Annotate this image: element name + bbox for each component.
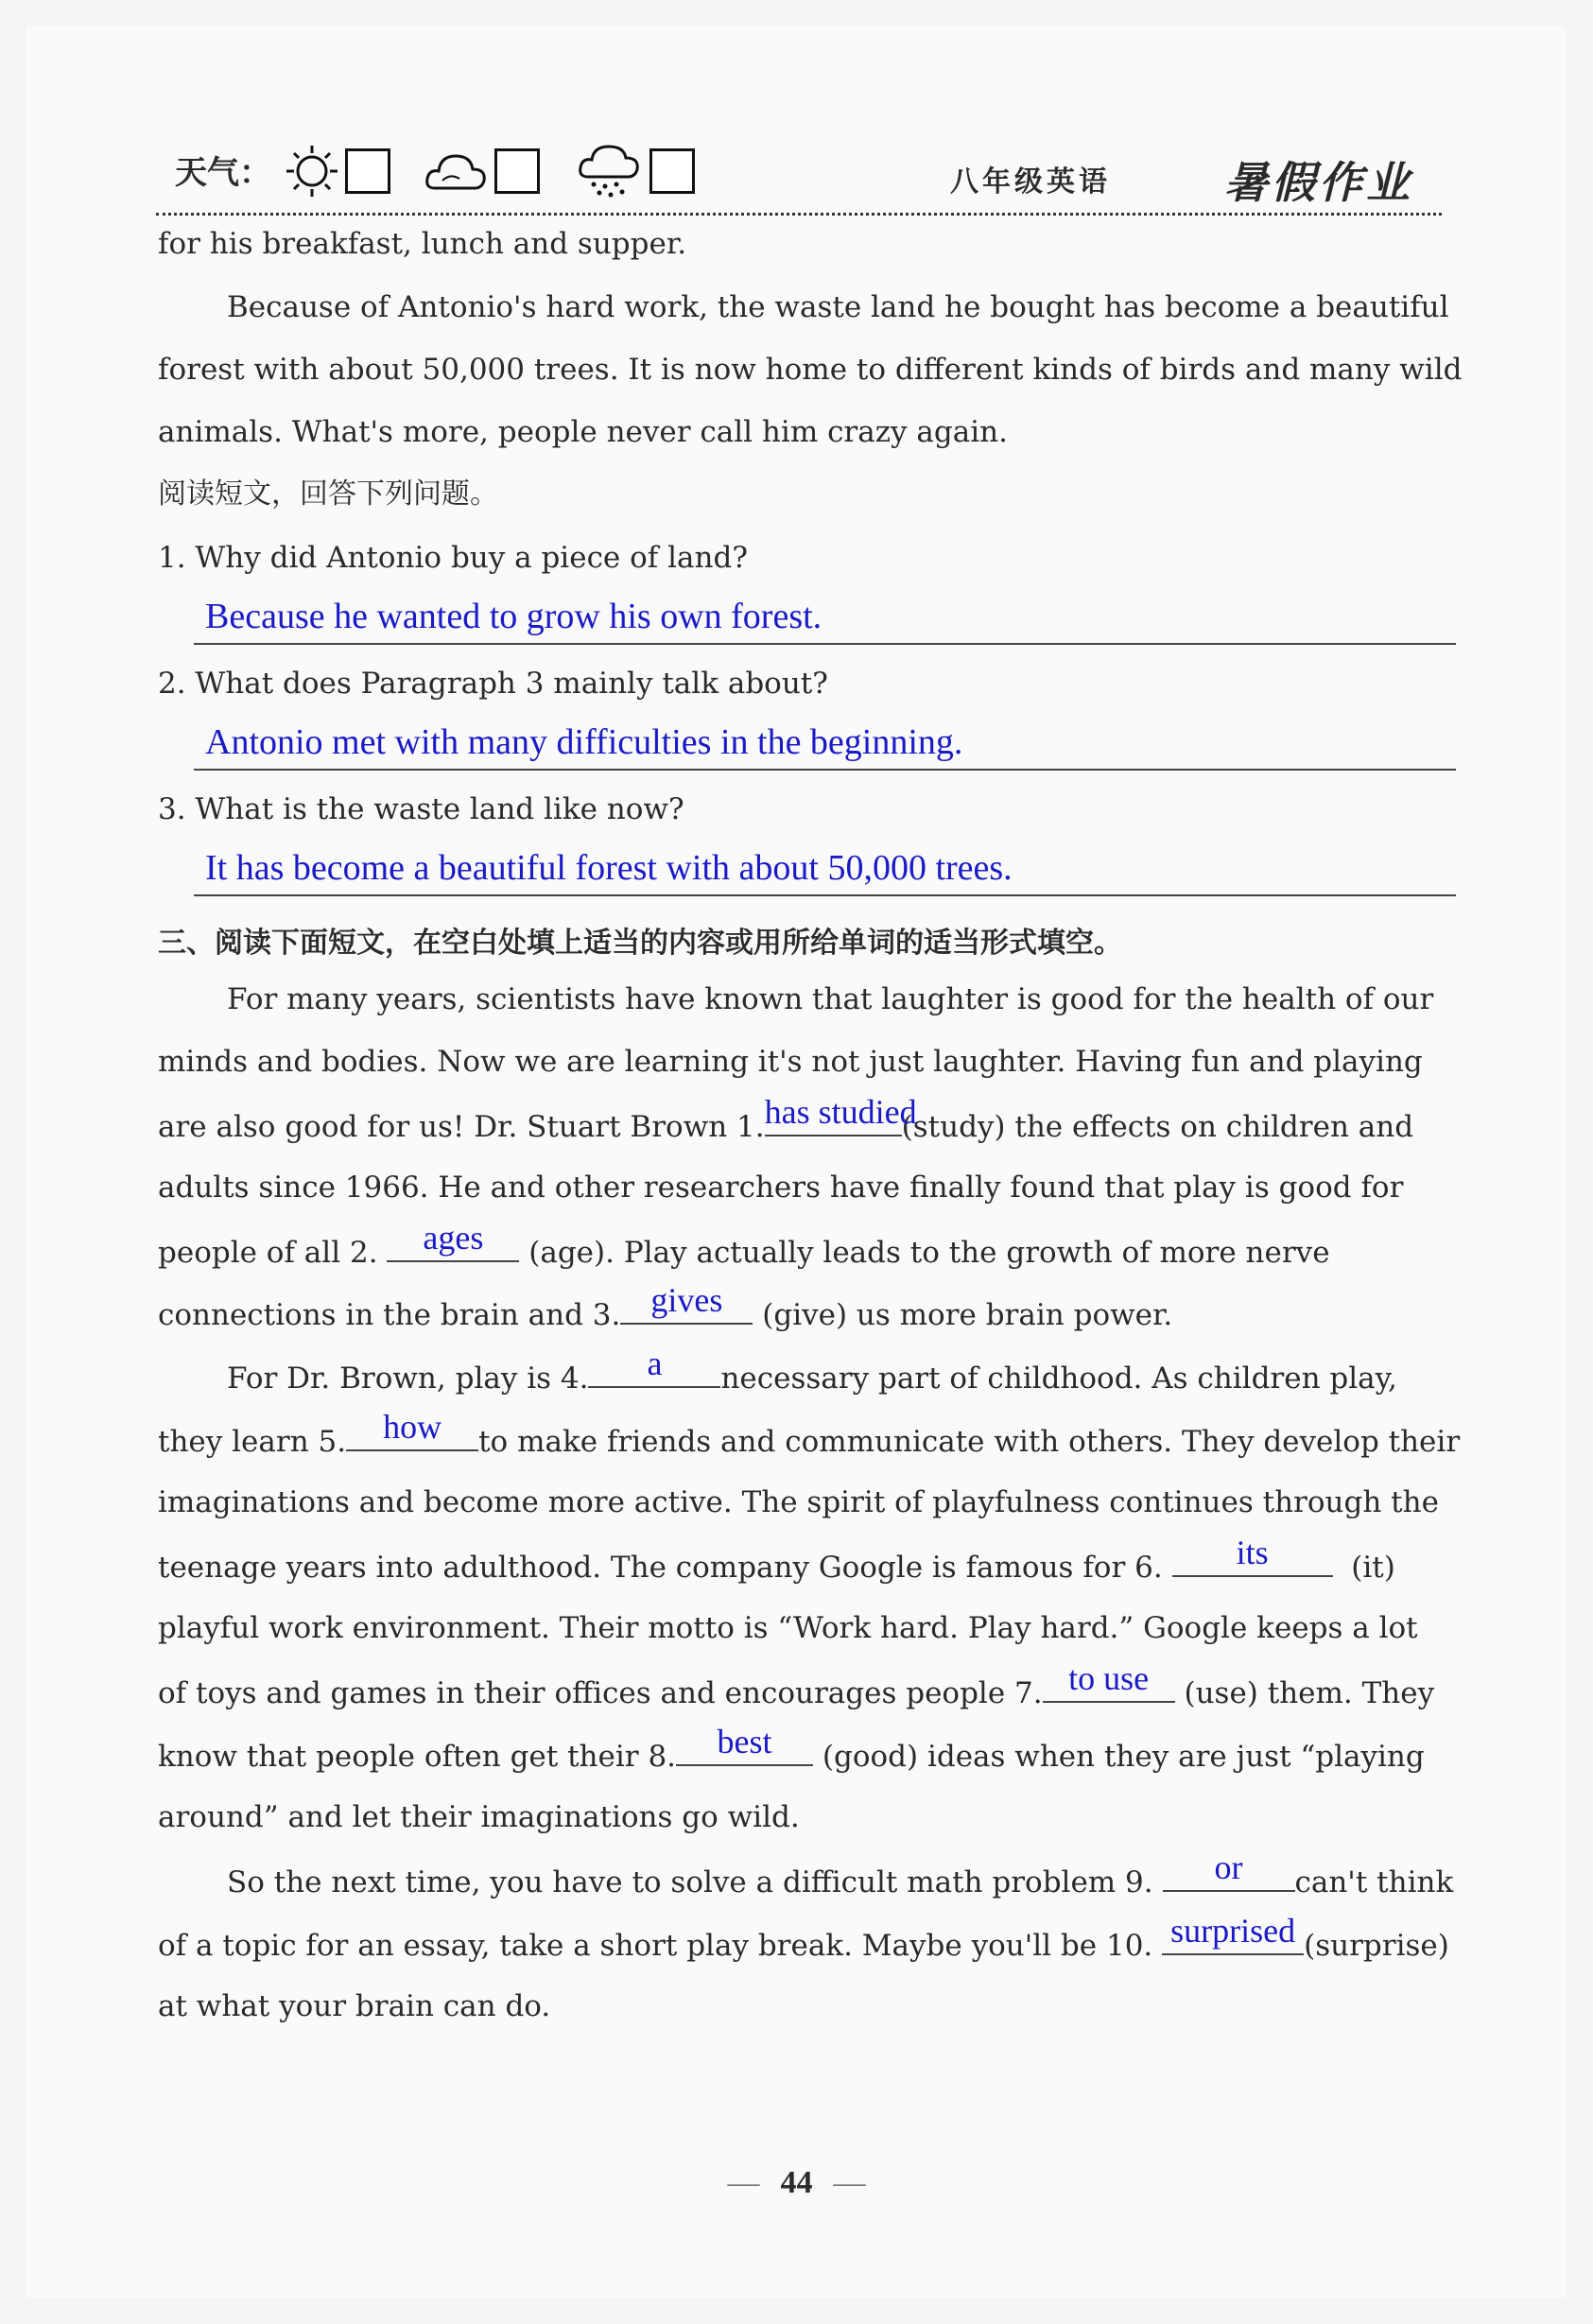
passage-line: at what your brain can do.	[158, 1989, 551, 2023]
passage-line: For many years, scientists have known that laughter is good for the health of our	[227, 982, 1434, 1016]
dash-right: —	[833, 2165, 866, 2200]
rain-icon	[577, 143, 643, 201]
blank-3[interactable]	[620, 1281, 753, 1325]
blank-5[interactable]	[346, 1408, 478, 1451]
rainy-checkbox[interactable]	[649, 148, 695, 194]
passage-line: Because of Antonio's hard work, the waste land he bought has become a beautiful	[227, 290, 1449, 324]
passage-line: minds and bodies. Now we are learning it's not just laughter. Having fun and playing	[158, 1045, 1423, 1079]
blank-10-answer: surprised	[1170, 1912, 1296, 1950]
passage-line: playful work environment. Their motto is “Work hard. Play hard.” Google keeps a lot	[158, 1611, 1418, 1645]
answer-line-2[interactable]	[194, 721, 1456, 771]
blank-10[interactable]	[1162, 1912, 1304, 1955]
passage-line: around” and let their imaginations go wild.	[158, 1800, 800, 1834]
blank-2-answer: ages	[423, 1219, 484, 1257]
workbook-brand: 暑假作业	[1224, 157, 1413, 208]
blank-8-answer: best	[717, 1723, 772, 1760]
blank-1[interactable]	[764, 1093, 917, 1136]
passage-line: are also good for us! Dr. Stuart Brown 1. has studied (study) the effects on children and	[158, 1093, 1414, 1144]
passage-line: of a topic for an essay, take a short play break. Maybe you'll be 10. surprised (surprise)	[158, 1912, 1449, 1963]
answer-2: Antonio met with many difficulties in the beginning.	[205, 722, 963, 762]
blank-1-answer: has studied	[764, 1093, 917, 1131]
passage-line: adults since 1966. He and other researchers have finally found that play is good for	[158, 1171, 1404, 1205]
passage-line: imaginations and become more active. The spirit of playfulness continues through the	[158, 1485, 1439, 1519]
passage-line: animals. What's more, people never call him crazy again.	[158, 415, 1008, 449]
passage-line: connections in the brain and 3. gives (give) us more brain power.	[158, 1281, 1173, 1332]
passage-line: For Dr. Brown, play is 4. a necessary part of childhood. As children play,	[227, 1344, 1397, 1396]
weather-label: 天气：	[175, 154, 271, 192]
passage-line: people of all 2. ages (age). Play actually leads to the growth of more nerve	[158, 1219, 1330, 1270]
blank-7-answer: to use	[1068, 1659, 1150, 1697]
blank-2[interactable]	[387, 1219, 519, 1262]
blank-4-answer: a	[647, 1344, 663, 1382]
answer-3: It has become a beautiful forest with about 50,000 trees.	[205, 848, 1013, 888]
blank-6[interactable]	[1172, 1534, 1333, 1577]
section-title: 三、阅读下面短文，在空白处填上适当的内容或用所给单词的适当形式填空。	[158, 927, 1122, 960]
dash-left: —	[727, 2165, 760, 2200]
blank-8[interactable]	[676, 1723, 813, 1766]
blank-4[interactable]	[588, 1344, 720, 1388]
passage-line: So the next time, you have to solve a difficult math problem 9. or can't think	[227, 1848, 1454, 1899]
blank-7[interactable]	[1043, 1659, 1175, 1703]
passage-line: know that people often get their 8. best (good) ideas when they are just “playing	[158, 1723, 1425, 1774]
passage-line: forest with about 50,000 trees. It is now home to different kinds of birds and many wild	[158, 353, 1463, 387]
page-header	[156, 137, 1442, 216]
blank-9[interactable]	[1163, 1848, 1295, 1892]
answer-1: Because he wanted to grow his own forest.	[205, 597, 822, 636]
page-number: — 44 —	[727, 2165, 866, 2200]
grade-subject: 八年级英语	[950, 165, 1111, 199]
cloud-icon	[424, 143, 490, 199]
answer-line-1[interactable]	[194, 596, 1456, 645]
passage-line: they learn 5. how to make friends and communicate with others. They develop their	[158, 1408, 1461, 1459]
passage-line: of toys and games in their offices and encourages people 7. to use (use) them. They	[158, 1659, 1435, 1710]
answer-line-3[interactable]	[194, 847, 1456, 896]
sun-icon	[284, 143, 340, 199]
question-2: 2. What does Paragraph 3 mainly talk about?	[158, 667, 828, 701]
passage-line: teenage years into adulthood. The company Google is famous for 6. its (it)	[158, 1534, 1395, 1585]
blank-3-answer: gives	[650, 1281, 723, 1319]
blank-9-answer: or	[1214, 1848, 1243, 1886]
question-1: 1. Why did Antonio buy a piece of land?	[158, 541, 748, 575]
passage-line: for his breakfast, lunch and supper.	[158, 227, 687, 261]
instruction: 阅读短文，回答下列问题。	[158, 477, 498, 511]
sunny-checkbox[interactable]	[345, 148, 390, 194]
blank-5-answer: how	[383, 1408, 442, 1446]
blank-6-answer: its	[1236, 1534, 1269, 1571]
cloudy-checkbox[interactable]	[494, 148, 540, 194]
question-3: 3. What is the waste land like now?	[158, 792, 684, 826]
